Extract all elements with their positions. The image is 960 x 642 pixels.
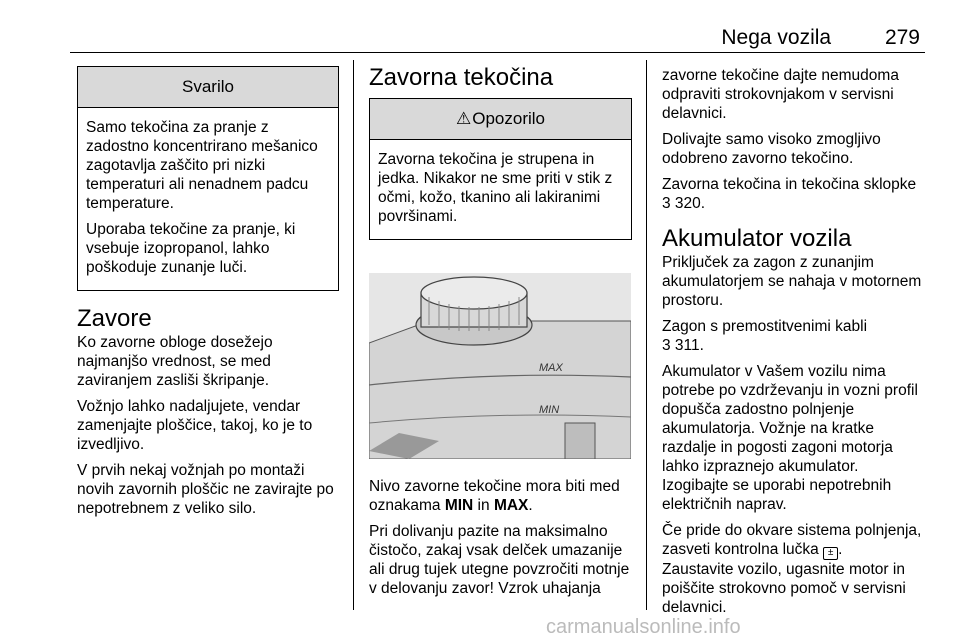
column-2 (369, 64, 632, 605)
min-mark-label: MIN (539, 404, 560, 416)
charging-fault-period: . (838, 541, 843, 558)
header-rule (70, 52, 925, 53)
note-box-body (78, 108, 338, 290)
column-3 (662, 66, 928, 624)
jump-start-paragraph (662, 317, 928, 355)
section-heading-brakes: Zavore (77, 305, 152, 332)
fluid-level-period: . (528, 497, 533, 514)
brakes-paragraph-3: V prvih nekaj vožnjah po montaži novih zavornih ploščic ne zavirajte po nepotrebnem z veliko silo. (77, 462, 334, 517)
note-box (77, 66, 339, 291)
section-heading-battery: Akumulator vozila (662, 225, 852, 252)
jump-start-text: Zagon s premostitvenimi kabli (662, 318, 868, 335)
column-1 (77, 66, 339, 525)
page-ref-311[interactable]: 3 311. (662, 337, 704, 354)
page-ref-320[interactable]: 3 320. (662, 195, 706, 212)
leak-paragraph: zavorne tekočine dajte nemudoma odpraviti strokovnjakom v servisni delavnici. (662, 67, 899, 122)
warning-box (369, 98, 632, 240)
column-divider-1 (353, 60, 354, 610)
battery-paragraph-1: Priključek za zagon z zunanjim akumulatorjem se nahaja v motornem prostoru. (662, 254, 922, 309)
warning-icon: ⚠ (455, 109, 472, 128)
reservoir-drawing (369, 273, 631, 459)
clutch-fluid-text: Zavorna tekočina in tekočina sklopke (662, 176, 917, 193)
warning-title-text: Opozorilo (472, 109, 545, 128)
fluid-level-paragraph (369, 477, 632, 515)
column-divider-2 (646, 60, 647, 610)
note-paragraph-2: Uporaba tekočine za pranje, ki vsebuje izopropanol, lahko poškoduje zunanje luči. (86, 221, 296, 276)
section-heading-brake-fluid: Zavorna tekočina (369, 64, 554, 91)
warning-box-body (370, 140, 631, 239)
fluid-level-conjunction: in (473, 497, 494, 514)
note-box-title: Svarilo (78, 67, 338, 108)
section-title: Nega vozila (721, 26, 832, 49)
warning-text: Zavorna tekočina je strupena in jedka. Nikakor ne sme priti v stik z očmi, kožo, tkanino ali lakiranimi površinami. (378, 151, 613, 225)
charging-fault-paragraph (662, 521, 928, 560)
battery-warning-lamp-icon: ± (823, 547, 838, 560)
fluid-approval-paragraph: Dolivajte samo visoko zmogljivo odobreno zavorno tekočino. (662, 131, 881, 167)
brake-fluid-reservoir-illustration (369, 273, 631, 459)
max-mark-label: MAX (539, 362, 563, 374)
page-number: 279 (884, 26, 920, 49)
note-paragraph-1: Samo tekočina za pranje z zadostno koncentrirano mešanico zagotavlja zaščito pri nizki temperaturi ali nenadnem padcu temperature. (86, 119, 318, 212)
fluid-level-text: Nivo zavorne tekočine mora biti med oznakama (369, 478, 620, 514)
min-label: MIN (444, 497, 474, 514)
stop-vehicle-paragraph: Zaustavite vozilo, ugasnite motor in poiščite strokovno pomoč v servisni delavnici. (662, 561, 906, 616)
battery-paragraph-2: Akumulator v Vašem vozilu nima potrebe po vzdrževanju in vozni profil dopušča zadostno polnjenje akumulatorja. Vožnje na kratke razdalje in pogosti zagoni motorja lahko izpraznejo akumulator. Izogibajte se uporabi nepotrebnih električnih naprav. (662, 363, 918, 513)
page-header (721, 26, 920, 50)
warning-box-title (370, 99, 631, 140)
brakes-paragraph-1: Ko zavorne obloge dosežejo najmanjšo vrednost, se med zaviranjem zasliši škripanje. (77, 334, 273, 389)
watermark: carmanualsonline.info (546, 616, 741, 638)
topping-up-paragraph: Pri dolivanju pazite na maksimalno čistočo, zakaj vsak delček umazanije ali drug tujek utegne povzročiti motnje v delovanju zavor! Vzrok uhajanja (369, 523, 630, 597)
charging-fault-text: Če pride do okvare sistema polnjenja, zasveti kontrolna lučka (662, 522, 922, 558)
max-label: MAX (493, 497, 529, 514)
brakes-paragraph-2: Vožnjo lahko nadaljujete, vendar zamenjajte ploščice, takoj, ko je to izvedljivo. (77, 398, 313, 453)
clutch-fluid-paragraph (662, 175, 928, 213)
